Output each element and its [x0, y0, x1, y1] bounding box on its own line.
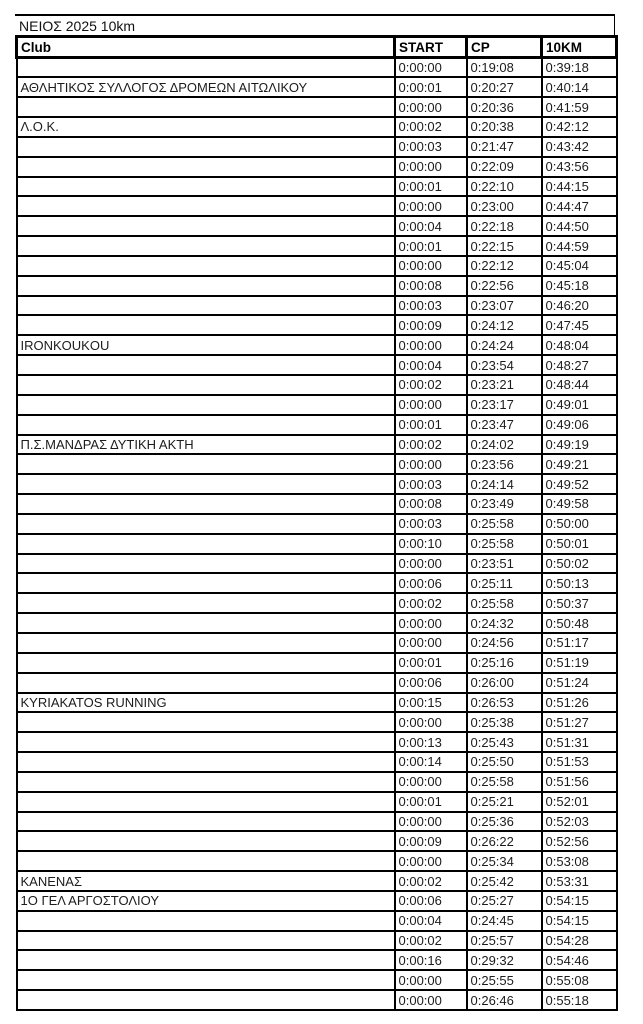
table-row	[17, 137, 617, 157]
table-row	[17, 256, 617, 276]
table-body	[17, 58, 617, 1011]
10km-cell: 0:48:04	[542, 335, 617, 355]
cp-cell: 0:26:46	[467, 990, 542, 1010]
start-cell: 0:00:00	[395, 196, 467, 216]
table-row	[17, 970, 617, 990]
club-cell	[17, 812, 395, 832]
club-cell	[17, 236, 395, 256]
cp-cell: 0:24:24	[467, 335, 542, 355]
club-cell	[17, 474, 395, 494]
start-cell: 0:00:09	[395, 831, 467, 851]
cp-cell: 0:24:56	[467, 633, 542, 653]
table-row	[17, 276, 617, 296]
cp-cell: 0:25:16	[467, 653, 542, 673]
cp-cell: 0:25:43	[467, 732, 542, 752]
cp-cell: 0:24:02	[467, 435, 542, 455]
start-cell: 0:00:03	[395, 474, 467, 494]
cp-cell: 0:29:32	[467, 950, 542, 970]
cp-cell: 0:23:49	[467, 494, 542, 514]
table-row	[17, 355, 617, 375]
club-cell	[17, 97, 395, 117]
start-cell: 0:00:00	[395, 712, 467, 732]
10km-cell: 0:50:00	[542, 514, 617, 534]
start-cell: 0:00:00	[395, 454, 467, 474]
club-cell	[17, 494, 395, 514]
start-cell: 0:00:03	[395, 514, 467, 534]
club-cell: ΑΘΛΗΤΙΚΟΣ ΣΥΛΛΟΓΟΣ ΔΡΟΜΕΩΝ ΑΙΤΩΛΙΚΟΥ	[17, 77, 395, 97]
10km-cell: 0:45:18	[542, 276, 617, 296]
10km-cell: 0:43:42	[542, 137, 617, 157]
10km-cell: 0:49:01	[542, 395, 617, 415]
club-cell: KYRIAKATOS RUNNING	[17, 693, 395, 713]
table-row	[17, 196, 617, 216]
table-row	[17, 712, 617, 732]
club-cell	[17, 554, 395, 574]
cp-cell: 0:25:36	[467, 812, 542, 832]
table-row	[17, 335, 617, 355]
start-cell: 0:00:00	[395, 851, 467, 871]
table-row	[17, 97, 617, 117]
start-cell: 0:00:00	[395, 97, 467, 117]
club-cell	[17, 931, 395, 951]
cp-cell: 0:23:54	[467, 355, 542, 375]
club-cell	[17, 673, 395, 693]
club-cell	[17, 613, 395, 633]
start-cell: 0:00:08	[395, 494, 467, 514]
club-cell	[17, 593, 395, 613]
10km-cell: 0:48:27	[542, 355, 617, 375]
table-row	[17, 732, 617, 752]
cp-cell: 0:23:21	[467, 375, 542, 395]
start-cell: 0:00:04	[395, 216, 467, 236]
start-cell: 0:00:06	[395, 573, 467, 593]
club-cell	[17, 276, 395, 296]
10km-cell: 0:49:21	[542, 454, 617, 474]
cp-cell: 0:19:08	[467, 58, 542, 78]
10km-cell: 0:44:50	[542, 216, 617, 236]
cp-cell: 0:25:50	[467, 752, 542, 772]
cp-cell: 0:22:18	[467, 216, 542, 236]
club-cell	[17, 395, 395, 415]
column-header-cp: CP	[467, 37, 542, 58]
10km-cell: 0:46:20	[542, 296, 617, 316]
start-cell: 0:00:15	[395, 693, 467, 713]
start-cell: 0:00:04	[395, 355, 467, 375]
table-header-row	[17, 37, 617, 58]
10km-cell: 0:55:08	[542, 970, 617, 990]
club-cell	[17, 216, 395, 236]
table-row	[17, 296, 617, 316]
cp-cell: 0:23:00	[467, 196, 542, 216]
table-row	[17, 673, 617, 693]
start-cell: 0:00:04	[395, 911, 467, 931]
cp-cell: 0:21:47	[467, 137, 542, 157]
10km-cell: 0:51:56	[542, 772, 617, 792]
start-cell: 0:00:01	[395, 236, 467, 256]
table-row	[17, 58, 617, 78]
club-cell: ΚΑΝΕΝΑΣ	[17, 871, 395, 891]
10km-cell: 0:51:26	[542, 693, 617, 713]
cp-cell: 0:23:07	[467, 296, 542, 316]
club-cell	[17, 315, 395, 335]
start-cell: 0:00:10	[395, 534, 467, 554]
cp-cell: 0:23:47	[467, 415, 542, 435]
table-row	[17, 534, 617, 554]
start-cell: 0:00:02	[395, 931, 467, 951]
table-row	[17, 315, 617, 335]
club-cell: Π.Σ.ΜΑΝΔΡΑΣ ΔΥΤΙΚΗ ΑΚΤΗ	[17, 435, 395, 455]
cp-cell: 0:20:38	[467, 117, 542, 137]
club-cell	[17, 534, 395, 554]
10km-cell: 0:50:13	[542, 573, 617, 593]
10km-cell: 0:41:59	[542, 97, 617, 117]
table-row	[17, 633, 617, 653]
cp-cell: 0:20:27	[467, 77, 542, 97]
start-cell: 0:00:00	[395, 554, 467, 574]
cp-cell: 0:25:11	[467, 573, 542, 593]
cp-cell: 0:25:27	[467, 891, 542, 911]
10km-cell: 0:44:59	[542, 236, 617, 256]
start-cell: 0:00:02	[395, 375, 467, 395]
club-cell: IRONKOUKOU	[17, 335, 395, 355]
table-row	[17, 812, 617, 832]
club-cell	[17, 177, 395, 197]
club-cell	[17, 732, 395, 752]
cp-cell: 0:24:12	[467, 315, 542, 335]
table-row	[17, 395, 617, 415]
10km-cell: 0:50:48	[542, 613, 617, 633]
start-cell: 0:00:16	[395, 950, 467, 970]
club-cell	[17, 911, 395, 931]
club-cell	[17, 196, 395, 216]
start-cell: 0:00:01	[395, 653, 467, 673]
table-row	[17, 375, 617, 395]
table-row	[17, 573, 617, 593]
column-header-10km: 10KM	[542, 37, 617, 58]
cp-cell: 0:25:21	[467, 792, 542, 812]
10km-cell: 0:52:01	[542, 792, 617, 812]
cp-cell: 0:22:10	[467, 177, 542, 197]
club-cell	[17, 950, 395, 970]
cp-cell: 0:24:32	[467, 613, 542, 633]
10km-cell: 0:50:01	[542, 534, 617, 554]
start-cell: 0:00:00	[395, 812, 467, 832]
table-row	[17, 831, 617, 851]
club-cell	[17, 633, 395, 653]
10km-cell: 0:49:06	[542, 415, 617, 435]
table-row	[17, 177, 617, 197]
club-cell	[17, 970, 395, 990]
club-cell	[17, 831, 395, 851]
cp-cell: 0:25:58	[467, 534, 542, 554]
start-cell: 0:00:02	[395, 117, 467, 137]
table-row	[17, 693, 617, 713]
start-cell: 0:00:00	[395, 970, 467, 990]
start-cell: 0:00:08	[395, 276, 467, 296]
start-cell: 0:00:00	[395, 395, 467, 415]
start-cell: 0:00:00	[395, 58, 467, 78]
table-title: ΝΕΙΟΣ 2025 10km	[15, 14, 615, 35]
cp-cell: 0:26:00	[467, 673, 542, 693]
club-cell	[17, 772, 395, 792]
start-cell: 0:00:01	[395, 792, 467, 812]
start-cell: 0:00:00	[395, 157, 467, 177]
cp-cell: 0:22:12	[467, 256, 542, 276]
club-cell	[17, 573, 395, 593]
10km-cell: 0:53:31	[542, 871, 617, 891]
club-cell	[17, 454, 395, 474]
table-row	[17, 851, 617, 871]
cp-cell: 0:25:58	[467, 593, 542, 613]
10km-cell: 0:48:44	[542, 375, 617, 395]
table-row	[17, 415, 617, 435]
table-row	[17, 514, 617, 534]
cp-cell: 0:25:58	[467, 514, 542, 534]
table-row	[17, 494, 617, 514]
club-cell	[17, 514, 395, 534]
cp-cell: 0:25:55	[467, 970, 542, 990]
start-cell: 0:00:06	[395, 673, 467, 693]
10km-cell: 0:39:18	[542, 58, 617, 78]
table-row	[17, 117, 617, 137]
cp-cell: 0:23:51	[467, 554, 542, 574]
table-row	[17, 435, 617, 455]
table-row	[17, 157, 617, 177]
cp-cell: 0:23:17	[467, 395, 542, 415]
cp-cell: 0:24:45	[467, 911, 542, 931]
cp-cell: 0:25:34	[467, 851, 542, 871]
table-row	[17, 911, 617, 931]
table-row	[17, 990, 617, 1010]
club-cell	[17, 653, 395, 673]
10km-cell: 0:54:15	[542, 911, 617, 931]
10km-cell: 0:51:31	[542, 732, 617, 752]
10km-cell: 0:40:14	[542, 77, 617, 97]
10km-cell: 0:54:46	[542, 950, 617, 970]
start-cell: 0:00:14	[395, 752, 467, 772]
start-cell: 0:00:02	[395, 871, 467, 891]
column-header-club: Club	[17, 37, 395, 58]
10km-cell: 0:49:52	[542, 474, 617, 494]
10km-cell: 0:47:45	[542, 315, 617, 335]
start-cell: 0:00:00	[395, 613, 467, 633]
cp-cell: 0:23:56	[467, 454, 542, 474]
cp-cell: 0:22:56	[467, 276, 542, 296]
table-row	[17, 931, 617, 951]
table-row	[17, 454, 617, 474]
10km-cell: 0:51:24	[542, 673, 617, 693]
10km-cell: 0:52:56	[542, 831, 617, 851]
cp-cell: 0:24:14	[467, 474, 542, 494]
start-cell: 0:00:01	[395, 177, 467, 197]
10km-cell: 0:51:27	[542, 712, 617, 732]
start-cell: 0:00:00	[395, 633, 467, 653]
club-cell	[17, 415, 395, 435]
10km-cell: 0:53:08	[542, 851, 617, 871]
start-cell: 0:00:13	[395, 732, 467, 752]
table-row	[17, 653, 617, 673]
start-cell: 0:00:00	[395, 335, 467, 355]
cp-cell: 0:22:09	[467, 157, 542, 177]
club-cell	[17, 990, 395, 1010]
table-row	[17, 950, 617, 970]
start-cell: 0:00:02	[395, 593, 467, 613]
club-cell	[17, 296, 395, 316]
table-row	[17, 871, 617, 891]
10km-cell: 0:50:02	[542, 554, 617, 574]
10km-cell: 0:49:19	[542, 435, 617, 455]
10km-cell: 0:51:17	[542, 633, 617, 653]
cp-cell: 0:25:57	[467, 931, 542, 951]
results-document	[15, 14, 615, 1011]
club-cell	[17, 256, 395, 276]
cp-cell: 0:20:36	[467, 97, 542, 117]
table-row	[17, 554, 617, 574]
table-row	[17, 236, 617, 256]
club-cell	[17, 137, 395, 157]
club-cell: 1Ο ΓΕΛ ΑΡΓΟΣΤΟΛΙΟΥ	[17, 891, 395, 911]
10km-cell: 0:44:47	[542, 196, 617, 216]
10km-cell: 0:51:19	[542, 653, 617, 673]
table-row	[17, 77, 617, 97]
club-cell: Λ.Ο.Κ.	[17, 117, 395, 137]
club-cell	[17, 58, 395, 78]
start-cell: 0:00:01	[395, 415, 467, 435]
cp-cell: 0:26:53	[467, 693, 542, 713]
table-row	[17, 613, 617, 633]
10km-cell: 0:43:56	[542, 157, 617, 177]
10km-cell: 0:54:15	[542, 891, 617, 911]
start-cell: 0:00:09	[395, 315, 467, 335]
cp-cell: 0:26:22	[467, 831, 542, 851]
start-cell: 0:00:02	[395, 435, 467, 455]
table-row	[17, 891, 617, 911]
10km-cell: 0:45:04	[542, 256, 617, 276]
club-cell	[17, 355, 395, 375]
start-cell: 0:00:03	[395, 296, 467, 316]
club-cell	[17, 752, 395, 772]
table-row	[17, 772, 617, 792]
start-cell: 0:00:00	[395, 990, 467, 1010]
table-row	[17, 216, 617, 236]
start-cell: 0:00:00	[395, 772, 467, 792]
table-row	[17, 752, 617, 772]
club-cell	[17, 157, 395, 177]
10km-cell: 0:54:28	[542, 931, 617, 951]
start-cell: 0:00:03	[395, 137, 467, 157]
10km-cell: 0:50:37	[542, 593, 617, 613]
club-cell	[17, 851, 395, 871]
10km-cell: 0:51:53	[542, 752, 617, 772]
results-table	[15, 35, 618, 1011]
cp-cell: 0:25:58	[467, 772, 542, 792]
start-cell: 0:00:00	[395, 256, 467, 276]
10km-cell: 0:49:58	[542, 494, 617, 514]
table-row	[17, 792, 617, 812]
table-row	[17, 474, 617, 494]
start-cell: 0:00:01	[395, 77, 467, 97]
table-row	[17, 593, 617, 613]
club-cell	[17, 375, 395, 395]
10km-cell: 0:55:18	[542, 990, 617, 1010]
column-header-start: START	[395, 37, 467, 58]
10km-cell: 0:44:15	[542, 177, 617, 197]
cp-cell: 0:25:38	[467, 712, 542, 732]
cp-cell: 0:25:42	[467, 871, 542, 891]
club-cell	[17, 792, 395, 812]
start-cell: 0:00:06	[395, 891, 467, 911]
10km-cell: 0:52:03	[542, 812, 617, 832]
cp-cell: 0:22:15	[467, 236, 542, 256]
10km-cell: 0:42:12	[542, 117, 617, 137]
club-cell	[17, 712, 395, 732]
